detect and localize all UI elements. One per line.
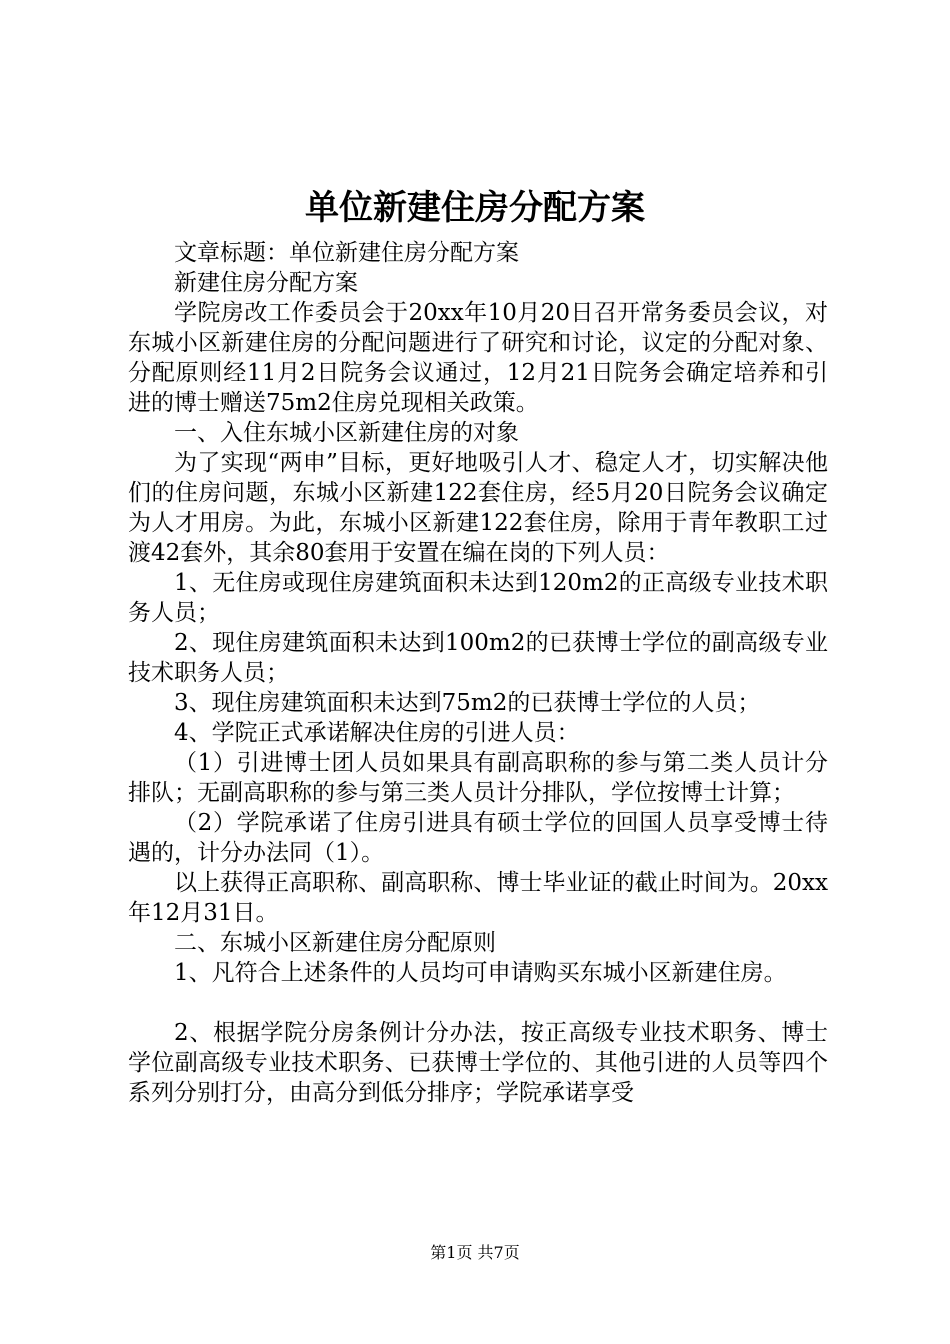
paragraph-deadline: 以上获得正高职称、副高职称、博士毕业证的截止时间为。20xx年12月31日。 xyxy=(128,870,828,926)
list-item-1: 1、无住房或现住房建筑面积未达到120m2的正高级专业技术职务人员； xyxy=(128,570,828,626)
section-heading-1: 一、入住东城小区新建住房的对象 xyxy=(174,420,519,446)
document-title: 单位新建住房分配方案 xyxy=(305,188,645,228)
paragraph-intro: 学院房改工作委员会于20xx年10月20日召开常务委员会议，对东城小区新建住房的分配问题进行了研究和讨论，议定的分配对象、分配原则经11月2日院务会议通过，12月21日院务会确定培养和引进的博士赠送75m2住房兑现相关政策。 xyxy=(128,300,828,416)
sub-item-2: （2）学院承诺了住房引进具有硕士学位的回国人员享受博士待遇的，计分办法同（1）。 xyxy=(128,810,828,866)
paragraph-section-1: 为了实现“两申”目标，更好地吸引人才、稳定人才，切实解决他们的住房问题，东城小区新建122套住房，经5月20日院务会议确定为人才用房。为此，东城小区新建122套住房，除用于青年教职工过渡42套外，其余80套用于安置在编在岗的下列人员： xyxy=(128,450,828,566)
list-item-2: 2、现住房建筑面积未达到100m2的已获博士学位的副高级专业技术职务人员； xyxy=(128,630,828,686)
paragraph-subtitle: 新建住房分配方案 xyxy=(174,270,358,296)
section-heading-2: 二、东城小区新建住房分配原则 xyxy=(174,930,496,956)
principle-item-1: 1、凡符合上述条件的人员均可申请购买东城小区新建住房。 xyxy=(174,960,787,986)
paragraph-article-title: 文章标题：单位新建住房分配方案 xyxy=(174,240,519,266)
list-item-4: 4、学院正式承诺解决住房的引进人员： xyxy=(174,720,580,746)
page-footer: 第1页 共7页 xyxy=(430,1243,520,1262)
sub-item-1: （1）引进博士团人员如果具有副高职称的参与第二类人员计分排队；无副高职称的参与第三类人员计分排队，学位按博士计算； xyxy=(128,750,828,806)
list-item-3: 3、现住房建筑面积未达到75m2的已获博士学位的人员； xyxy=(174,690,761,716)
document-body xyxy=(128,238,828,1108)
principle-item-2: 2、根据学院分房条例计分办法，按正高级专业技术职务、博士学位副高级专业技术职务、已获博士学位的、其他引进的人员等四个系列分别打分，由高分到低分排序；学院承诺享受 xyxy=(128,1020,828,1106)
